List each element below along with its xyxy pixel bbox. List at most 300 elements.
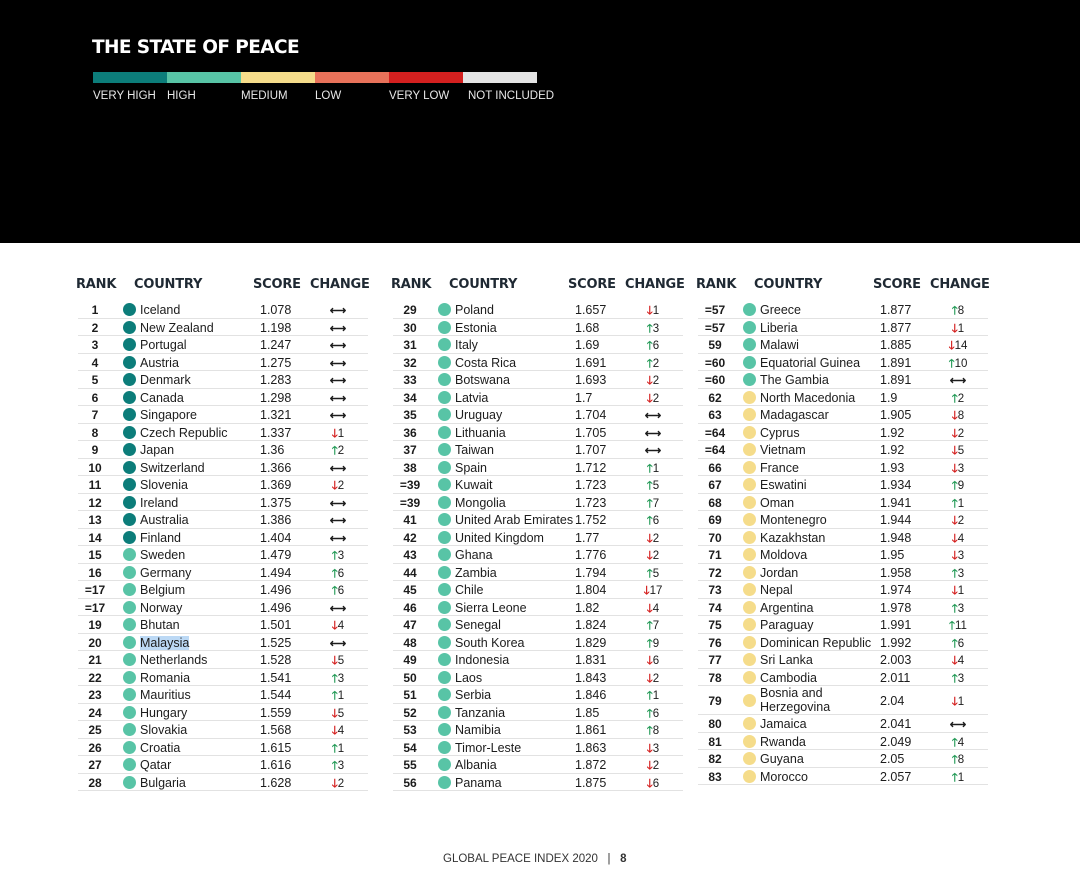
table-row (393, 336, 683, 354)
country-cell: France (760, 460, 799, 475)
legend-label-very-low: VERY LOW (389, 90, 450, 102)
table-row (698, 319, 988, 337)
arrow-up-icon: 🡑 (646, 690, 653, 702)
rank-cell: 68 (708, 495, 722, 510)
arrow-down-icon: 🡓 (646, 655, 653, 667)
peace-level-dot (743, 303, 756, 316)
rank-cell: 79 (708, 694, 722, 708)
score-cell: 1.877 (880, 320, 912, 335)
rank-cell: 22 (88, 670, 102, 685)
country-cell: United Kingdom (455, 530, 544, 545)
table-row (393, 721, 683, 739)
change-value: 1 (337, 742, 345, 755)
change-value: 8 (957, 410, 965, 422)
no-change-icon: ⟷ (329, 410, 347, 422)
score-cell: 1.885 (880, 338, 912, 352)
arrow-up-icon: 🡑 (331, 567, 338, 580)
table-row (78, 599, 368, 617)
rank-cell: 16 (88, 565, 102, 580)
country-cell: Belgium (140, 583, 186, 597)
table-row (78, 354, 368, 372)
rank-cell: 19 (88, 618, 102, 632)
no-change-icon: ⟷ (329, 375, 347, 387)
table-row (78, 546, 368, 564)
country-cell: Panama (455, 775, 502, 790)
change-value: 5 (957, 445, 965, 457)
rank-cell: 67 (708, 478, 722, 492)
table-row (698, 476, 988, 494)
change-value: 3 (652, 742, 660, 755)
rank-cell: 30 (403, 320, 417, 335)
change-value: 4 (957, 736, 965, 749)
change-cell (306, 601, 370, 615)
rank-cell: 50 (403, 670, 417, 685)
arrow-up-icon: 🡑 (331, 585, 338, 597)
table-row (78, 476, 368, 494)
score-cell: 1.559 (260, 705, 292, 720)
change-value: 2 (652, 357, 660, 370)
country-cell: Albania (455, 758, 497, 772)
table-row (78, 651, 368, 669)
arrow-up-icon: 🡑 (646, 462, 653, 475)
peace-level-dot (438, 426, 451, 439)
change-value: 3 (337, 760, 345, 772)
score-cell: 1.321 (260, 408, 292, 422)
header-score: SCORE (568, 277, 616, 292)
peace-level-dot (123, 741, 136, 754)
country-cell: Liberia (760, 320, 798, 335)
table-row (78, 406, 368, 424)
score-cell: 1.948 (880, 530, 912, 545)
country-cell: Moldova (760, 548, 808, 562)
rank-cell: 47 (403, 618, 417, 632)
arrow-down-icon: 🡓 (331, 655, 338, 667)
rank-cell: 31 (403, 338, 417, 352)
no-change-icon: ⟷ (949, 375, 967, 387)
arrow-up-icon: 🡑 (951, 567, 958, 580)
country-cell: Chile (455, 583, 484, 597)
change-value: 1 (652, 462, 660, 475)
table-row (698, 686, 988, 715)
score-cell: 1.846 (575, 688, 607, 702)
arrow-down-icon: 🡓 (646, 305, 653, 317)
ranking-rows (698, 301, 988, 785)
table-row (393, 669, 683, 687)
peace-level-dot (123, 426, 136, 439)
peace-level-dot (123, 776, 136, 789)
peace-level-dot (123, 321, 136, 334)
arrow-down-icon: 🡓 (646, 672, 653, 685)
arrow-down-icon: 🡓 (951, 585, 958, 597)
peace-level-dot (743, 496, 756, 509)
change-value: 2 (652, 375, 660, 387)
score-cell: 1.496 (260, 583, 292, 597)
change-value: 8 (957, 754, 965, 766)
arrow-down-icon: 🡓 (646, 532, 653, 545)
country-cell: Taiwan (455, 443, 494, 457)
change-cell (926, 373, 990, 387)
score-cell: 1.704 (575, 408, 607, 422)
arrow-up-icon: 🡑 (951, 672, 958, 685)
arrow-up-icon: 🡑 (646, 567, 653, 580)
peace-level-dot (123, 583, 136, 596)
change-value: 1 (957, 585, 965, 597)
change-value: 6 (957, 637, 965, 650)
arrow-down-icon: 🡓 (951, 427, 958, 440)
table-row (698, 669, 988, 687)
country-cell: Cambodia (760, 670, 817, 685)
country-cell: Portugal (140, 338, 187, 352)
rank-cell: 15 (88, 548, 102, 562)
rank-cell: =39 (399, 495, 421, 510)
peace-level-dot (743, 426, 756, 439)
ranking-rows (78, 301, 368, 791)
table-row (78, 669, 368, 687)
ranking-rows (393, 301, 683, 791)
change-cell (926, 717, 990, 731)
country-cell: Lithuania (455, 425, 506, 440)
change-value: 6 (337, 585, 345, 597)
table-row (698, 494, 988, 512)
change-cell (621, 776, 685, 795)
country-cell: Malawi (760, 338, 799, 352)
arrow-down-icon: 🡓 (643, 585, 650, 597)
change-cell (306, 496, 370, 510)
change-value: 11 (955, 620, 967, 632)
score-cell: 1.875 (575, 775, 607, 790)
rank-cell: 9 (91, 443, 99, 457)
rank-cell: 21 (88, 653, 102, 667)
country-cell: North Macedonia (760, 390, 856, 405)
footer-separator: | (601, 853, 617, 865)
peace-level-dot (743, 373, 756, 386)
table-row (78, 319, 368, 337)
rank-cell: =17 (84, 583, 106, 597)
table-row (393, 424, 683, 442)
legend-label-medium: MEDIUM (241, 90, 288, 102)
table-row (698, 750, 988, 768)
table-row (393, 686, 683, 704)
header-change: CHANGE (930, 277, 990, 292)
country-cell: Qatar (140, 758, 172, 772)
country-cell: Paraguay (760, 618, 814, 632)
country-cell: Mauritius (140, 688, 191, 702)
peace-level-dot (743, 653, 756, 666)
peace-level-dot (438, 758, 451, 771)
country-cell: Hungary (140, 705, 188, 720)
score-cell: 1.712 (575, 460, 607, 475)
peace-level-dot (438, 688, 451, 701)
peace-level-dot (123, 548, 136, 561)
peace-level-dot (743, 513, 756, 526)
country-cell: Dominican Republic (760, 635, 872, 650)
country-cell: Austria (140, 355, 179, 370)
peace-level-dot (438, 391, 451, 404)
change-value: 2 (652, 532, 660, 545)
table-row (393, 529, 683, 547)
rank-cell: 3 (91, 338, 99, 352)
arrow-down-icon: 🡓 (951, 532, 958, 545)
peace-level-dot (438, 443, 451, 456)
country-cell: Japan (140, 443, 175, 457)
table-row (78, 704, 368, 722)
table-row (698, 546, 988, 564)
score-cell: 1.863 (575, 740, 607, 755)
table-row (393, 319, 683, 337)
table-row (78, 774, 368, 792)
rank-cell: =64 (704, 443, 726, 457)
rank-cell: 55 (403, 758, 417, 772)
rank-cell: 32 (403, 355, 417, 370)
score-cell: 1.944 (880, 513, 912, 527)
header-country: COUNTRY (754, 277, 823, 292)
peace-level-dot (123, 443, 136, 456)
score-cell: 1.82 (575, 600, 600, 615)
country-cell: Bhutan (140, 618, 180, 632)
score-cell: 2.003 (880, 653, 912, 667)
peace-level-dot (123, 653, 136, 666)
score-cell: 1.366 (260, 460, 292, 475)
arrow-up-icon: 🡑 (331, 690, 338, 702)
country-cell: Latvia (455, 390, 489, 405)
score-cell: 1.501 (260, 618, 292, 632)
country-cell: Ireland (140, 495, 179, 510)
score-cell: 1.404 (260, 530, 292, 545)
rank-cell: =60 (704, 373, 726, 387)
arrow-up-icon: 🡑 (951, 480, 958, 492)
score-cell: 1.723 (575, 478, 607, 492)
country-cell: Costa Rica (455, 355, 517, 370)
country-cell: The Gambia (760, 373, 829, 387)
score-cell: 2.057 (880, 769, 912, 784)
table-row (698, 389, 988, 407)
change-value: 1 (337, 427, 345, 440)
rank-cell: 13 (88, 513, 102, 527)
rank-cell: 83 (708, 769, 722, 784)
table-row (698, 511, 988, 529)
peace-level-dot (123, 601, 136, 614)
score-cell: 1.776 (575, 548, 607, 562)
peace-level-dot (438, 723, 451, 736)
country-cell: Montenegro (760, 513, 827, 527)
score-cell: 1.337 (260, 425, 292, 440)
country-cell: Oman (760, 495, 795, 510)
country-cell: Nepal (760, 583, 793, 597)
change-cell (306, 636, 370, 650)
arrow-up-icon: 🡑 (951, 305, 958, 317)
country-cell: Jamaica (760, 717, 807, 731)
legend-label-not-included: NOT INCLUDED (468, 90, 555, 102)
country-cell: Botswana (455, 373, 510, 387)
peace-level-dot (123, 356, 136, 369)
change-value: 1 (957, 771, 965, 784)
change-value: 4 (652, 602, 660, 615)
rank-cell: 1 (91, 303, 99, 317)
score-cell: 1.95 (880, 548, 905, 562)
rank-cell: 56 (403, 775, 417, 790)
page-title: THE STATE OF PEACE (92, 37, 299, 58)
change-cell (926, 770, 990, 789)
peace-level-dot (123, 496, 136, 509)
peace-level-dot (743, 443, 756, 456)
rank-cell: 23 (88, 688, 102, 702)
no-change-icon: ⟷ (644, 410, 662, 422)
table-row (393, 599, 683, 617)
peace-level-dot (743, 618, 756, 631)
peace-level-dot (123, 408, 136, 421)
table-row (393, 441, 683, 459)
rank-cell: 69 (708, 513, 722, 527)
country-cell: Canada (140, 390, 184, 405)
no-change-icon: ⟷ (329, 515, 347, 527)
table-row (393, 406, 683, 424)
peace-level-dot (123, 513, 136, 526)
arrow-up-icon: 🡑 (331, 445, 338, 457)
peace-level-dot (123, 723, 136, 736)
country-cell: Argentina (760, 600, 814, 615)
rank-cell: 6 (91, 390, 99, 405)
header-banner (0, 0, 1080, 243)
peace-level-dot (438, 618, 451, 631)
rank-cell: 51 (403, 688, 417, 702)
rank-cell: 36 (403, 425, 417, 440)
change-value: 1 (652, 305, 660, 317)
change-value: 2 (337, 445, 345, 457)
peace-level-dot (438, 356, 451, 369)
country-cell: South Korea (455, 635, 525, 650)
change-value: 3 (652, 322, 660, 335)
arrow-down-icon: 🡓 (951, 462, 958, 475)
score-cell: 1.877 (880, 303, 912, 317)
change-value: 2 (652, 760, 660, 772)
table-row (393, 476, 683, 494)
change-value: 3 (337, 550, 345, 562)
peace-level-dot (743, 478, 756, 491)
arrow-down-icon: 🡓 (646, 392, 653, 405)
peace-level-dot (438, 776, 451, 789)
country-cell: Vietnam (760, 443, 806, 457)
no-change-icon: ⟷ (329, 637, 347, 650)
country-cell: Madagascar (760, 408, 829, 422)
score-cell: 1.525 (260, 635, 292, 650)
peace-level-dot (743, 548, 756, 561)
score-cell: 1.693 (575, 373, 607, 387)
legend-swatch-very-high (93, 72, 167, 83)
country-cell: Ghana (455, 548, 493, 562)
table-row (698, 768, 988, 786)
rank-cell: 52 (403, 705, 417, 720)
table-row (78, 581, 368, 599)
score-cell: 1.494 (260, 565, 292, 580)
score-cell: 1.941 (880, 495, 912, 510)
country-cell: Denmark (140, 373, 191, 387)
rank-cell: 63 (708, 408, 722, 422)
score-cell: 1.824 (575, 618, 607, 632)
score-cell: 1.934 (880, 478, 912, 492)
score-cell: 1.85 (575, 705, 600, 720)
country-cell: Jordan (760, 565, 799, 580)
arrow-up-icon: 🡑 (646, 480, 653, 492)
arrow-up-icon: 🡑 (331, 742, 338, 755)
arrow-down-icon: 🡓 (646, 375, 653, 387)
table-row (698, 616, 988, 634)
arrow-down-icon: 🡓 (331, 725, 338, 737)
change-value: 9 (652, 637, 660, 650)
table-row (78, 494, 368, 512)
rank-cell: 62 (708, 390, 722, 405)
arrow-down-icon: 🡓 (331, 480, 338, 492)
change-value: 9 (957, 480, 965, 492)
change-value: 17 (649, 585, 663, 597)
change-value: 2 (652, 392, 660, 405)
change-cell (306, 303, 370, 317)
peace-level-dot (438, 303, 451, 316)
no-change-icon: ⟷ (329, 602, 347, 615)
arrow-up-icon: 🡑 (646, 322, 653, 335)
change-value: 3 (337, 672, 345, 685)
arrow-up-icon: 🡑 (646, 707, 653, 720)
score-cell: 1.831 (575, 653, 607, 667)
change-value: 5 (652, 567, 660, 580)
change-cell (306, 391, 370, 405)
peace-level-dot (123, 566, 136, 579)
country-cell: Greece (760, 303, 801, 317)
rank-cell: 34 (403, 390, 417, 405)
no-change-icon: ⟷ (329, 305, 347, 317)
change-cell (621, 408, 685, 422)
rank-cell: 8 (91, 425, 99, 440)
table-row (78, 721, 368, 739)
no-change-icon: ⟷ (329, 462, 347, 475)
rank-cell: 76 (708, 635, 722, 650)
peace-level-dot (743, 601, 756, 614)
arrow-up-icon: 🡑 (646, 637, 653, 650)
score-cell: 1.905 (880, 408, 912, 422)
arrow-up-icon: 🡑 (331, 550, 338, 562)
arrow-down-icon: 🡓 (646, 760, 653, 772)
country-cell: Namibia (455, 723, 501, 737)
change-value: 2 (652, 672, 660, 685)
country-cell: Mongolia (455, 495, 506, 510)
score-cell: 1.36 (260, 443, 285, 457)
peace-level-dot (438, 583, 451, 596)
peace-level-dot (123, 758, 136, 771)
table-row (698, 301, 988, 319)
peace-level-dot (743, 770, 756, 783)
peace-level-dot (123, 531, 136, 544)
arrow-down-icon: 🡓 (646, 742, 653, 755)
change-cell (306, 338, 370, 352)
peace-level-dot (743, 321, 756, 334)
score-cell: 1.707 (575, 443, 607, 457)
peace-level-dot (438, 601, 451, 614)
arrow-up-icon: 🡑 (951, 754, 958, 766)
arrow-down-icon: 🡓 (951, 410, 958, 422)
change-value: 5 (337, 655, 345, 667)
peace-level-dot (438, 706, 451, 719)
rank-cell: 35 (403, 408, 417, 422)
country-cell: Australia (140, 513, 189, 527)
page-footer (443, 853, 627, 865)
rank-cell: 71 (708, 548, 722, 562)
rank-cell: =60 (704, 355, 726, 370)
arrow-up-icon: 🡑 (646, 497, 653, 510)
peace-level-dot (743, 461, 756, 474)
peace-level-dot (438, 636, 451, 649)
change-cell (306, 373, 370, 387)
peace-level-dot (743, 735, 756, 748)
rank-cell: 4 (91, 355, 99, 370)
